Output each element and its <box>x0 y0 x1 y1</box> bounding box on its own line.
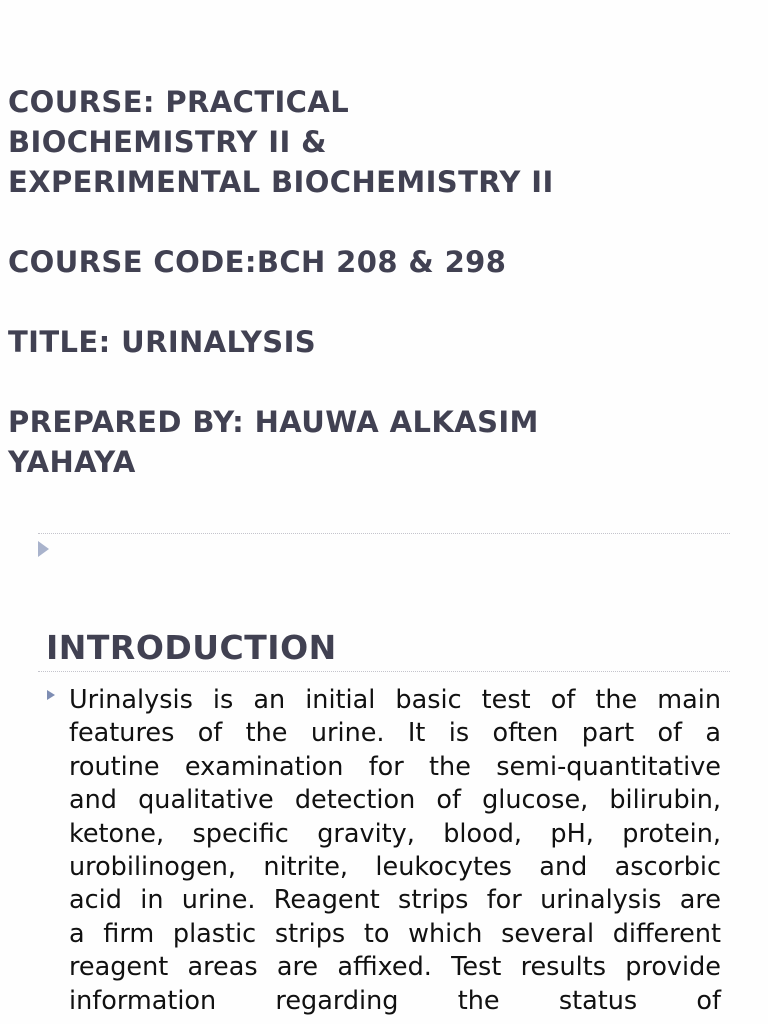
course-line-2: BIOCHEMISTRY II & <box>8 125 327 159</box>
triangle-right-icon <box>38 541 49 557</box>
paragraph-line: reagent areas are affixed. Test results provide <box>69 952 721 983</box>
bullet-triangle-icon <box>47 690 55 700</box>
paragraph-line: a firm plastic strips to which several different <box>69 918 721 949</box>
course-line-3: EXPERIMENTAL BIOCHEMISTRY II <box>8 165 554 199</box>
paragraph-line: and qualitative detection of glucose, bilirubin, <box>69 785 721 816</box>
paragraph-line: information regarding the status of <box>69 985 721 1016</box>
prepared-by-line-1: PREPARED BY: HAUWA ALKASIM <box>8 405 539 439</box>
paragraph-line: routine examination for the semi-quantitative <box>69 751 721 782</box>
prepared-by-line-2: YAHAYA <box>8 445 136 479</box>
paragraph-line: acid in urine. Reagent strips for urinalysis are <box>69 885 721 916</box>
course-code: COURSE CODE:BCH 208 & 298 <box>8 245 507 279</box>
cover-title-block <box>8 82 748 482</box>
paragraph-line: ketone, specific gravity, blood, pH, protein, <box>69 818 721 849</box>
heading-underline <box>38 671 730 672</box>
spacer <box>8 202 748 242</box>
paragraph-line: urobilinogen, nitrite, leukocytes and ascorbic <box>69 852 721 883</box>
document-title: TITLE: URINALYSIS <box>8 325 317 359</box>
spacer <box>8 282 748 322</box>
slide-separator <box>38 533 730 534</box>
spacer <box>8 362 748 402</box>
paragraph-line: features of the urine. It is often part of a <box>69 718 721 749</box>
paragraph-line: Urinalysis is an initial basic test of the main <box>69 685 721 715</box>
course-line-1: COURSE: PRACTICAL <box>8 85 350 119</box>
section-heading: INTRODUCTION <box>46 628 337 667</box>
introduction-paragraph <box>69 684 721 1018</box>
